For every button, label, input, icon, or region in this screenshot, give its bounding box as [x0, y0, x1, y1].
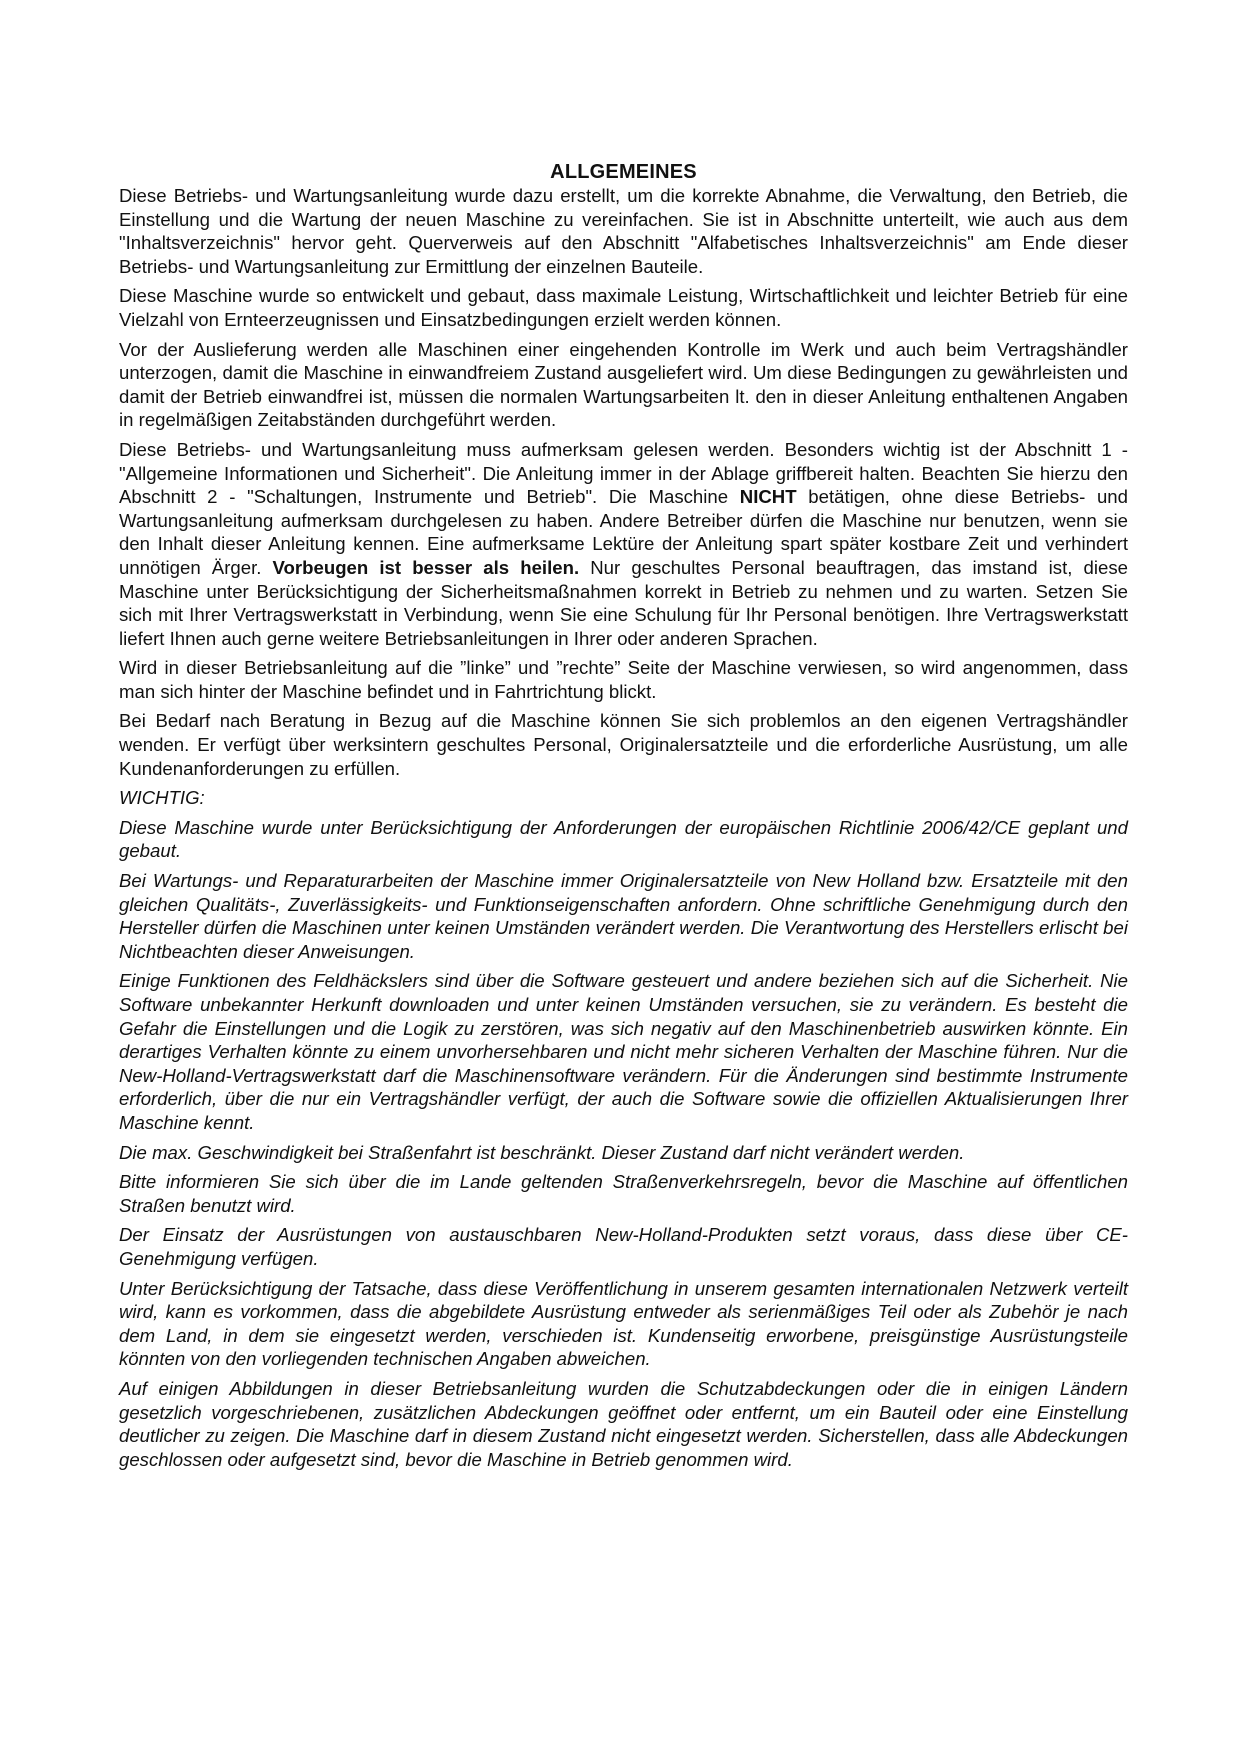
- important-ce-approval: Der Einsatz der Ausrüstungen von austauschbaren New-Holland-Produkten setzt voraus, dass diese über CE-Genehmigung verfügen.: [119, 1224, 1128, 1269]
- document-page: [119, 160, 1128, 1477]
- emphasis-nicht: NICHT: [739, 486, 797, 508]
- important-guards: Auf einigen Abbildungen in dieser Betriebsanleitung wurden die Schutzabdeckungen oder die in einigen Ländern gesetzlich vorgeschriebenen, zusätzlichen Abdeckungen geöffnet oder entfernt, um ein Bauteil oder eine Einstellung deutlicher zu zeigen. Die Maschine darf in diesem Zustand nicht eingesetzt werden. Sicherstellen, dass alle Abdeckungen geschlossen oder aufgesetzt sind, bevor die Maschine in Betrieb genommen wird.: [119, 1377, 1128, 1470]
- paragraph-reading-part-a: Diese Betriebs- und Wartungsanleitung muss aufmerksam gelesen werden. Besonders wichtig ist der Abschnitt 1 - "Allgemeine Informationen und Sicherheit". Die Anleitung immer in der Ablage griffbereit halten. Beachten Sie hierzu den Abschnitt 2 - "Schaltungen, Instrumente und Betrieb". Die Maschine: [119, 438, 1128, 508]
- paragraph-left-right: Wird in dieser Betriebsanleitung auf die ”linke” und ”rechte” Seite der Maschine verwiesen, so wird angenommen, dass man sich hinter der Maschine befindet und in Fahrtrichtung blickt.: [119, 657, 1128, 702]
- paragraph-dealer: Bei Bedarf nach Beratung in Bezug auf die Maschine können Sie sich problemlos an den eigenen Vertragshändler wenden. Er verfügt über werksintern geschultes Personal, Originalersatzteile und die erforderliche Ausrüstung, um alle Kundenanforderungen zu erfüllen.: [119, 710, 1128, 779]
- emphasis-prevention: Vorbeugen ist besser als heilen.: [272, 556, 580, 578]
- important-traffic-rules: Bitte informieren Sie sich über die im Lande geltenden Straßenverkehrsregeln, bevor die Maschine auf öffentlichen Straßen benutzt wird.: [119, 1171, 1128, 1216]
- paragraph-reading-part-c: betätigen, ohne diese Betriebs- und Wartungsanleitung aufmerksam durchgelesen zu haben. Andere Betreiber dürfen die Maschine nur benutzen, wenn sie den Inhalt dieser Anleitung kennen. Eine aufmerksame Lektüre der Anleitung spart später kostbare Zeit und verhindert unnötigen Ärger.: [119, 486, 1128, 578]
- important-heading: WICHTIG:: [119, 787, 205, 809]
- paragraph-delivery: Vor der Auslieferung werden alle Maschinen einer eingehenden Kontrolle im Werk und auch beim Vertragshändler unterzogen, damit die Maschine in einwandfreiem Zustand ausgeliefert wird. Um diese Bedingungen zu gewährleisten und damit der Betrieb einwandfrei ist, müssen die normalen Wartungsarbeiten lt. den in dieser Anleitung enthaltenen Angaben in regelmäßigen Zeitabständen durchgeführt werden.: [119, 338, 1128, 431]
- important-software: Einige Funktionen des Feldhäckslers sind über die Software gesteuert und andere beziehen sich auf die Sicherheit. Nie Software unbekannter Herkunft downloaden und unter keinen Umständen versuchen, sie zu verändern. Es besteht die Gefahr die Einstellungen und die Logik zu zerstören, was sich negativ auf den Maschinenbetrieb auswirken könnte. Ein derartiges Verhalten könnte zu einem unvorhersehbaren und nicht mehr sicheren Verhalten der Maschine führen. Nur die New-Holland-Vertragswerkstatt darf die Maschinensoftware verändern. Für die Änderungen sind bestimmte Instrumente erforderlich, über die nur ein Vertragshändler verfügt, der auch die Software sowie die offiziellen Aktualisierungen Ihrer Maschine kennt.: [119, 970, 1128, 1133]
- important-speed: Die max. Geschwindigkeit bei Straßenfahrt ist beschränkt. Dieser Zustand darf nicht verändert werden.: [119, 1141, 965, 1163]
- important-equipment-variation: Unter Berücksichtigung der Tatsache, dass diese Veröffentlichung in unserem gesamten internationalen Netzwerk verteilt wird, kann es vorkommen, dass die abgebildete Ausrüstung entweder als serienmäßiges Teil oder als Zubehör je nach dem Land, in dem sie eingesetzt werden, verschieden ist. Kundenseitig erworbene, preisgünstige Ausrüstungsteile könnten von den vorliegenden technischen Angaben abweichen.: [119, 1277, 1128, 1370]
- paragraph-intro: Diese Betriebs- und Wartungsanleitung wurde dazu erstellt, um die korrekte Abnahme, die Verwaltung, den Betrieb, die Einstellung und die Wartung der neuen Maschine zu vereinfachen. Sie ist in Abschnitte unterteilt, wie auch aus dem "Inhaltsverzeichnis" hervor geht. Querverweis auf den Abschnitt "Alfabetisches Inhaltsverzeichnis" am Ende dieser Betriebs- und Wartungsanleitung zur Ermittlung der einzelnen Bauteile.: [119, 185, 1128, 277]
- important-spare-parts: Bei Wartungs- und Reparaturarbeiten der Maschine immer Originalersatzteile von New Holland bzw. Ersatzteile mit den gleichen Qualitäts-, Zuverlässigkeits- und Funktionseigenschaften anfordern. Ohne schriftliche Genehmigung durch den Hersteller dürfen die Maschinen unter keinen Umständen verändert werden. Die Verantwortung des Herstellers erlischt bei Nichtbeachten dieser Anweisungen.: [119, 870, 1128, 962]
- paragraph-design: Diese Maschine wurde so entwickelt und gebaut, dass maximale Leistung, Wirtschaftlichkeit und leichter Betrieb für eine Vielzahl von Ernteerzeugnissen und Einsatzbedingungen erzielt werden können.: [119, 285, 1128, 330]
- page-title: ALLGEMEINES: [550, 161, 697, 183]
- important-directive: Diese Maschine wurde unter Berücksichtigung der Anforderungen der europäischen Richtlinie 2006/42/CE geplant und gebaut.: [119, 816, 1128, 862]
- paragraph-reading: [119, 438, 1128, 650]
- paragraph-reading-part-d: Nur geschultes Personal beauftragen, das imstand ist, diese Maschine unter Berücksichtigung der Sicherheitsmaßnahmen korrekt in Betrieb zu nehmen und zu warten. Setzen Sie sich mit Ihrer Vertragswerkstatt in Verbindung, wenn Sie eine Schulung für Ihr Personal benötigen. Ihre Vertragswerkstatt liefert Ihnen auch gerne weitere Betriebsanleitungen in Ihrer oder anderen Sprachen.: [119, 556, 1129, 649]
